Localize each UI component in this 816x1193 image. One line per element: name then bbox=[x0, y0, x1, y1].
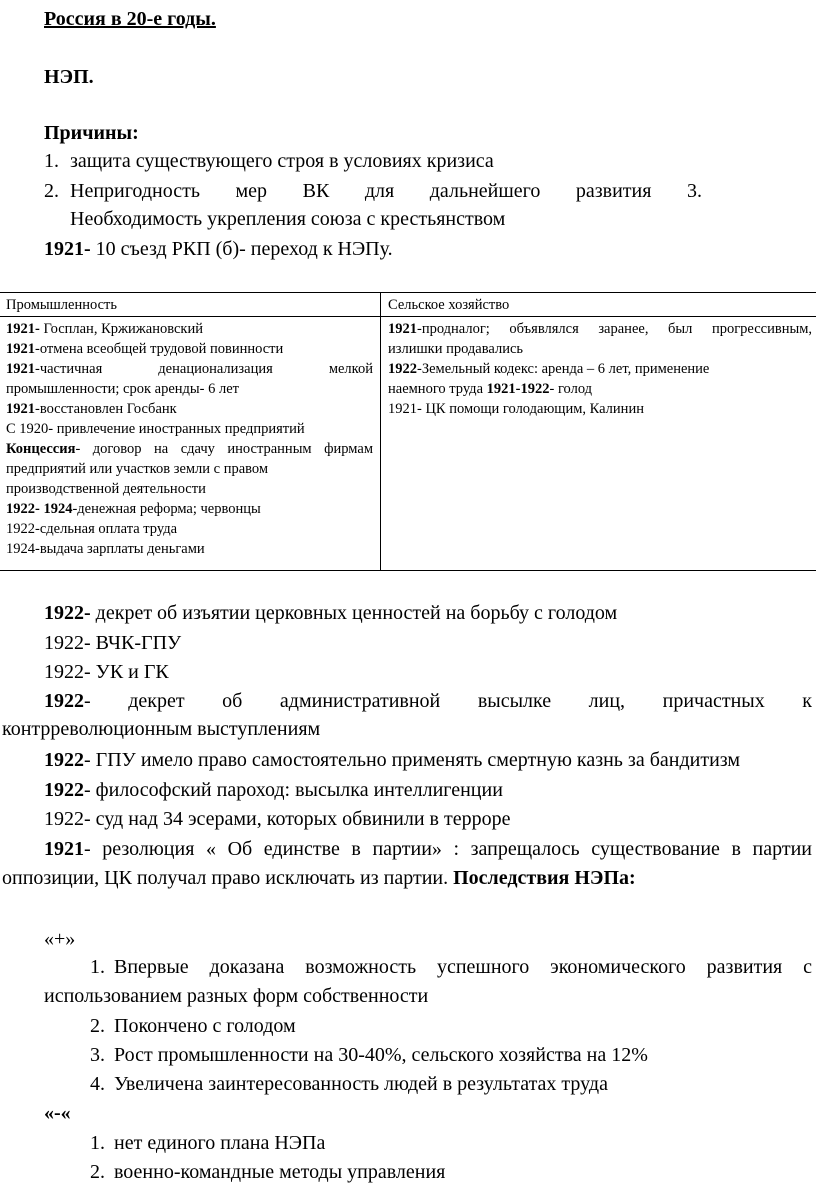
plus-item-text: Покончено с голодом bbox=[114, 1015, 296, 1037]
table-header-industry: Промышленность bbox=[6, 297, 117, 313]
table-line: 1921-восстановлен Госбанк bbox=[6, 401, 177, 417]
table-line: 1921- ЦК помощи голодающим, Калинин bbox=[388, 401, 644, 417]
table-line: Концессия- договор на сдачу иностранным фирмам bbox=[6, 441, 373, 457]
table-line: 1921-частичная денационализация мелкой bbox=[6, 361, 373, 377]
cause-text: Необходимость укрепления союза с крестьянством bbox=[70, 208, 506, 230]
table-line: 1924-выдача зарплаты деньгами bbox=[6, 541, 205, 557]
event-line: 1922- УК и ГК bbox=[44, 661, 169, 683]
event-line: оппозиции, ЦК получал право исключать из партии. Последствия НЭПа: bbox=[2, 867, 636, 889]
table-line: 1921-отмена всеобщей трудовой повинности bbox=[6, 341, 284, 357]
congress-text: 10 съезд РКП (б)- переход к НЭПу. bbox=[90, 238, 393, 260]
cause-number: 2. bbox=[44, 180, 59, 202]
table-line: наемного труда 1921-1922- голод bbox=[388, 381, 593, 397]
section-title-nep: НЭП. bbox=[44, 66, 94, 88]
table-line: 1922- 1924-денежная реформа; червонцы bbox=[6, 501, 261, 517]
cause-number: 1. bbox=[44, 150, 59, 172]
table-line: 1921-продналог; объявлялся заранее, был прогрессивным, bbox=[388, 321, 812, 337]
table-cell-industry bbox=[6, 319, 373, 559]
minus-item-text: военно-командные методы управления bbox=[114, 1161, 446, 1183]
event-line: контрреволюционным выступлениям bbox=[2, 718, 321, 740]
plus-item-text: использованием разных форм собственности bbox=[44, 985, 429, 1007]
minus-label: «-« bbox=[44, 1102, 71, 1124]
plus-item-number: 4. bbox=[90, 1073, 105, 1095]
congress-line bbox=[44, 238, 393, 261]
event-line: 1921- резолюция « Об единстве в партии» : запрещалось существование в партии bbox=[44, 838, 812, 860]
table-line: 1922-сдельная оплата труда bbox=[6, 521, 178, 537]
event-line: 1922- декрет об изъятии церковных ценностей на борьбу с голодом bbox=[44, 602, 618, 624]
plus-item-text: Увеличена заинтересованность людей в результатах труда bbox=[114, 1073, 608, 1095]
table-border-top bbox=[0, 292, 816, 293]
congress-year: 1921- bbox=[44, 238, 91, 260]
event-line: 1922- ГПУ имело право самостоятельно применять смертную казнь за бандитизм bbox=[44, 749, 741, 771]
table-line: предприятий или участков земли с правом bbox=[6, 461, 269, 477]
consequences-heading: Последствия НЭПа: bbox=[453, 867, 636, 889]
table-line: 1922-Земельный кодекс: аренда – 6 лет, применение bbox=[388, 361, 710, 377]
table-header-agriculture: Сельское хозяйство bbox=[388, 297, 510, 313]
table-cell-agriculture bbox=[388, 319, 812, 419]
cause-text: Непригодность мер ВК для дальнейшего развития 3. bbox=[70, 180, 702, 202]
table-line: 1921- Госплан, Кржижановский bbox=[6, 321, 203, 337]
event-line: 1922- декрет об административной высылке лиц, причастных к bbox=[44, 690, 812, 712]
document-title: Россия в 20-е годы. bbox=[44, 8, 216, 30]
plus-item-number: 1. bbox=[90, 956, 105, 978]
plus-item-number: 3. bbox=[90, 1044, 105, 1066]
table-border-header bbox=[0, 316, 816, 317]
minus-item-number: 2. bbox=[90, 1161, 105, 1183]
table-line: промышленности; срок аренды- 6 лет bbox=[6, 381, 239, 397]
event-line: 1922- суд над 34 эсерами, которых обвинили в терроре bbox=[44, 808, 511, 830]
table-border-bottom bbox=[0, 570, 816, 571]
event-line: 1922- философский пароход: высылка интеллигенции bbox=[44, 779, 503, 801]
event-line: 1922- ВЧК-ГПУ bbox=[44, 632, 182, 654]
table-column-divider bbox=[380, 292, 381, 571]
minus-item-text: нет единого плана НЭПа bbox=[114, 1132, 326, 1154]
cause-text: защита существующего строя в условиях кризиса bbox=[70, 150, 494, 172]
causes-heading: Причины: bbox=[44, 122, 139, 144]
plus-item-text: Рост промышленности на 30-40%, сельского хозяйства на 12% bbox=[114, 1044, 648, 1066]
plus-label: «+» bbox=[44, 928, 76, 950]
plus-item-text: Впервые доказана возможность успешного экономического развития с bbox=[114, 956, 812, 978]
table-line: излишки продавались bbox=[388, 341, 523, 357]
minus-item-number: 1. bbox=[90, 1132, 105, 1154]
table-line: производственной деятельности bbox=[6, 481, 206, 497]
plus-item-number: 2. bbox=[90, 1015, 105, 1037]
table-line: С 1920- привлечение иностранных предприятий bbox=[6, 421, 305, 437]
